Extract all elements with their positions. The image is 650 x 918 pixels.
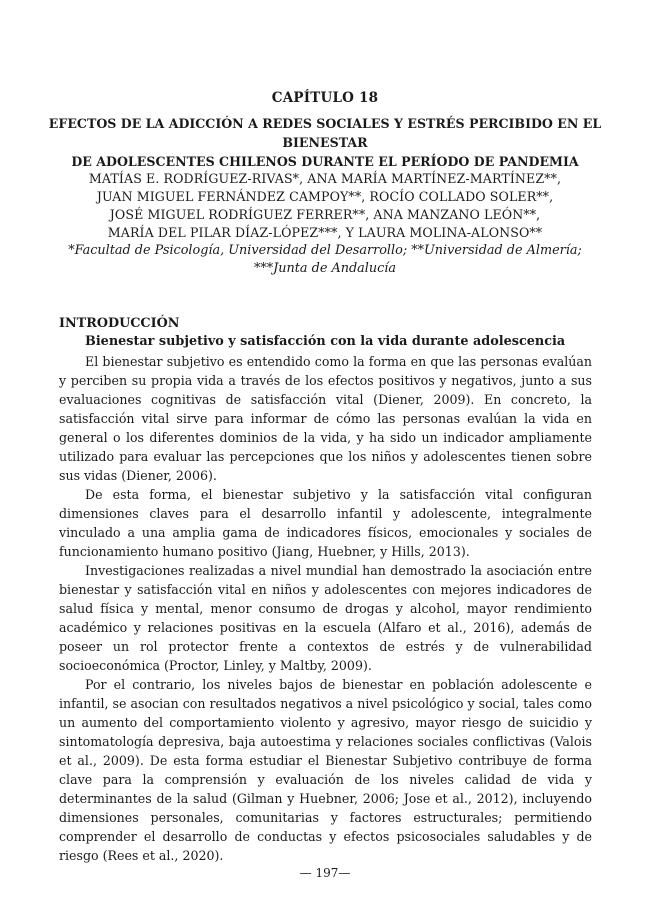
chapter-title-line: EFECTOS DE LA ADICCIÓN A REDES SOCIALES Y ESTRÉS PERCIBIDO EN EL BIENESTAR [48, 116, 602, 150]
paragraph: El bienestar subjetivo es entendido como la forma en que las personas evalúan y perciben su propia vida a través de los efectos positivos y negativos, junto a sus evaluaciones cognitivas de satisfacción vital (Diener, 2009). En concreto, la satisfacción vital sirve para informar de cómo las personas evalúan la vida en general o los diferentes dominios de la vida, y ha sido un indicador ampliamente utilizado para evaluar las percepciones que los niños y adolescentes tienen sobre sus vidas (Diener, 2006). [59, 354, 592, 483]
author-line: JUAN MIGUEL FERNÁNDEZ CAMPOY**, ROCÍO COLLADO SOLER**, [96, 189, 554, 204]
affiliation-line: ***Junta de Andalucía [253, 261, 396, 276]
chapter-number: CAPÍTULO 18 [271, 90, 379, 106]
author-line: MARÍA DEL PILAR DÍAZ-LÓPEZ***, Y LAURA MOLINA-ALONSO** [107, 225, 543, 240]
page-number: — 197— [299, 866, 351, 880]
chapter-title-line: DE ADOLESCENTES CHILENOS DURANTE EL PERÍODO DE PANDEMIA [71, 154, 579, 169]
paragraph: Por el contrario, los niveles bajos de bienestar en población adolescente e infantil, se asocian con resultados negativos a nivel psicológico y social, tales como un aumento del comportamiento violento y agresivo, mayor riesgo de suicidio y sintomatología depresiva, baja autoestima y relaciones sociales conflictivas (Valois et al., 2009). De esta forma estudiar el Bienestar Subjetivo contribuye de forma clave para la comprensión y evaluación de los niveles calidad de vida y determinantes de la salud (Gilman y Huebner, 2006; Jose et al., 2012), incluyendo dimensiones personales, comunitarias y factores estructurales; permitiendo comprender el desarrollo de conductas y efectos psicosociales saludables y de riesgo (Rees et al., 2020). [59, 677, 592, 863]
affiliations [30, 242, 620, 278]
author-list [40, 170, 610, 242]
paragraph: De esta forma, el bienestar subjetivo y la satisfacción vital configuran dimensiones claves para el desarrollo infantil y adolescente, integralmente vinculado a una amplia gama de indicadores físicos, emocionales y sociales de funcionamiento humano positivo (Jiang, Huebner, y Hills, 2013). [59, 487, 592, 559]
paragraph: Investigaciones realizadas a nivel mundial han demostrado la asociación entre bienestar y satisfacción vital en niños y adolescentes con mejores indicadores de salud física y mental, menor consumo de drogas y alcohol, mayor rendimiento académico y relaciones positivas en la escuela (Alfaro et al., 2016), además de poseer un rol protector frente a contextos de estrés y de vulnerabilidad socioeconómica (Proctor, Linley, y Maltby, 2009). [59, 563, 592, 673]
section-heading: INTRODUCCIÓN [59, 316, 180, 331]
author-line: MATÍAS E. RODRÍGUEZ-RIVAS*, ANA MARÍA MARTÍNEZ-MARTÍNEZ**, [88, 171, 562, 186]
subsection-heading: Bienestar subjetivo y satisfacción con la vida durante adolescencia [85, 334, 566, 349]
chapter-title [40, 114, 610, 171]
affiliation-line: *Facultad de Psicología, Universidad del Desarrollo; **Universidad de Almería; [68, 243, 582, 258]
body-text [59, 352, 592, 865]
author-line: JOSÉ MIGUEL RODRÍGUEZ FERRER**, ANA MANZANO LEÓN**, [109, 207, 541, 222]
